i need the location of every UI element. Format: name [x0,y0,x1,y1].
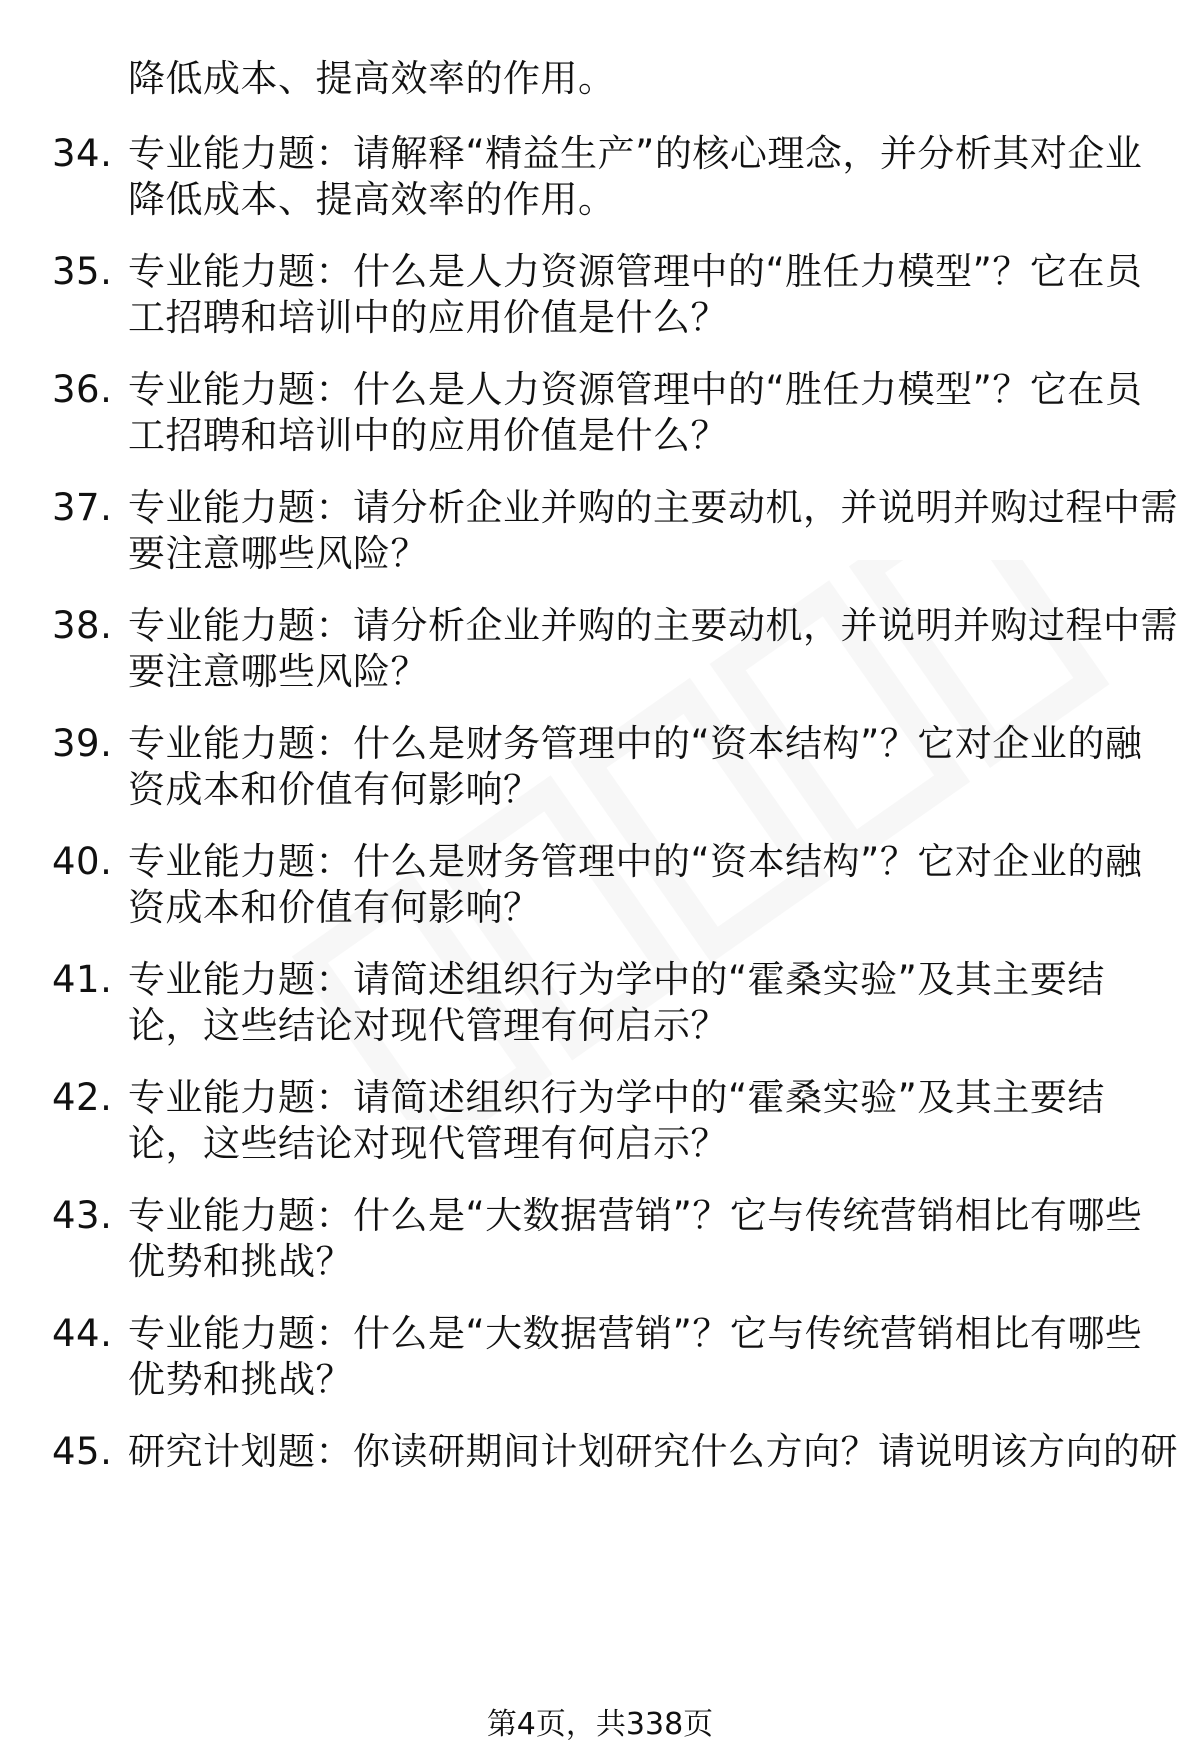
question-35-line-1: 专业能力题：什么是人力资源管理中的“胜任力模型”？它在员 [128,250,1143,293]
page-footer: 第4页，共338页 [486,1707,714,1742]
question-36-line-2: 工招聘和培训中的应用价值是什么？ [128,414,728,457]
question-40-line-1: 专业能力题：什么是财务管理中的“资本结构”？它对企业的融 [128,840,1143,883]
question-37-line-2: 要注意哪些风险？ [128,532,428,575]
question-40-line-2: 资成本和价值有何影响？ [128,886,541,929]
question-43-line-2: 优势和挑战？ [128,1240,353,1283]
question-35-number: 35. [52,250,113,293]
question-41-line-1: 专业能力题：请简述组织行为学中的“霍桑实验”及其主要结 [128,958,1105,1001]
question-45-number: 45. [52,1430,113,1473]
question-45-line-1: 研究计划题：你读研期间计划研究什么方向？请说明该方向的研 [128,1430,1178,1473]
question-36-line-1: 专业能力题：什么是人力资源管理中的“胜任力模型”？它在员 [128,368,1143,411]
question-41-line-2: 论，这些结论对现代管理有何启示？ [128,1004,728,1047]
question-39-line-2: 资成本和价值有何影响？ [128,768,541,811]
question-42-number: 42. [52,1076,113,1119]
question-44-number: 44. [52,1312,113,1355]
question-34-number: 34. [52,132,113,175]
question-39-line-1: 专业能力题：什么是财务管理中的“资本结构”？它对企业的融 [128,722,1143,765]
question-38-number: 38. [52,604,113,647]
question-38-line-1: 专业能力题：请分析企业并购的主要动机，并说明并购过程中需 [128,604,1178,647]
question-41-number: 41. [52,958,113,1001]
question-39-number: 39. [52,722,113,765]
question-34-line-2: 降低成本、提高效率的作用。 [128,178,616,221]
question-44-line-1: 专业能力题：什么是“大数据营销”？它与传统营销相比有哪些 [128,1312,1143,1355]
question-42-line-1: 专业能力题：请简述组织行为学中的“霍桑实验”及其主要结 [128,1076,1105,1119]
question-44-line-2: 优势和挑战？ [128,1358,353,1401]
question-37-number: 37. [52,486,113,529]
question-42-line-2: 论，这些结论对现代管理有何启示？ [128,1122,728,1165]
question-38-line-2: 要注意哪些风险？ [128,650,428,693]
question-34-line-1: 专业能力题：请解释“精益生产”的核心理念，并分析其对企业 [128,132,1143,175]
question-35-line-2: 工招聘和培训中的应用价值是什么？ [128,296,728,339]
question-40-number: 40. [52,840,113,883]
question-37-line-1: 专业能力题：请分析企业并购的主要动机，并说明并购过程中需 [128,486,1178,529]
question-43-line-1: 专业能力题：什么是“大数据营销”？它与传统营销相比有哪些 [128,1194,1143,1237]
continuation-line: 降低成本、提高效率的作用。 [128,57,616,100]
question-36-number: 36. [52,368,113,411]
question-43-number: 43. [52,1194,113,1237]
